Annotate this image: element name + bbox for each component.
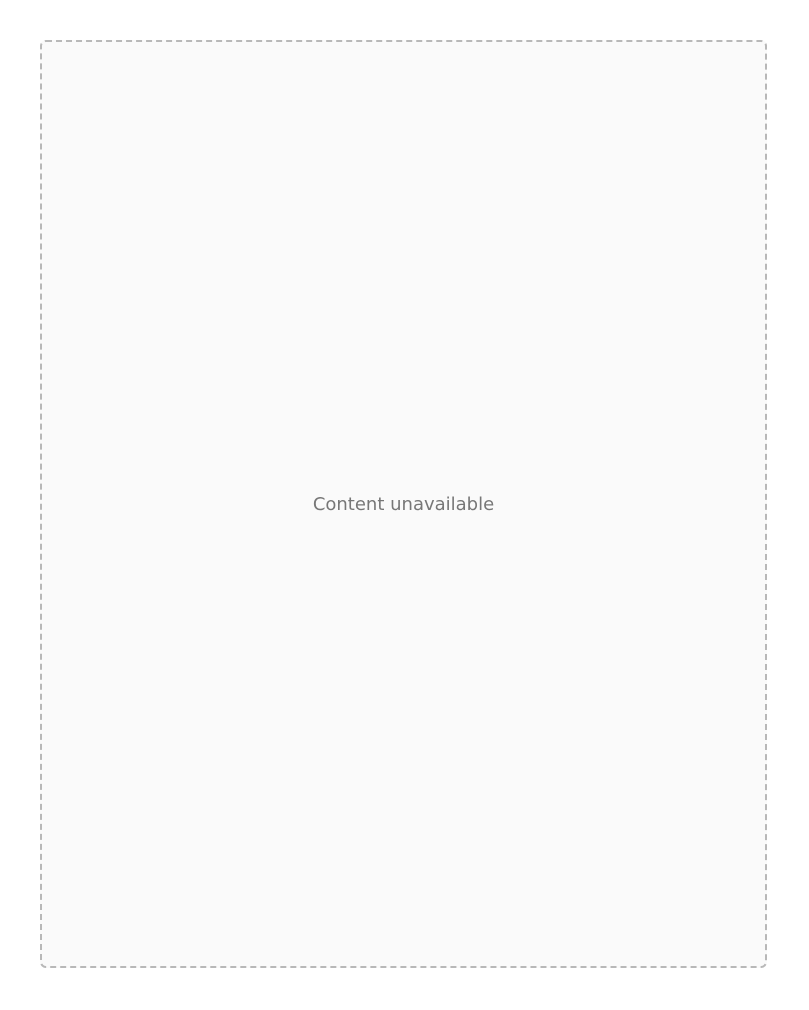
placeholder-panel (40, 40, 767, 968)
placeholder-message: Content unavailable (312, 493, 495, 515)
